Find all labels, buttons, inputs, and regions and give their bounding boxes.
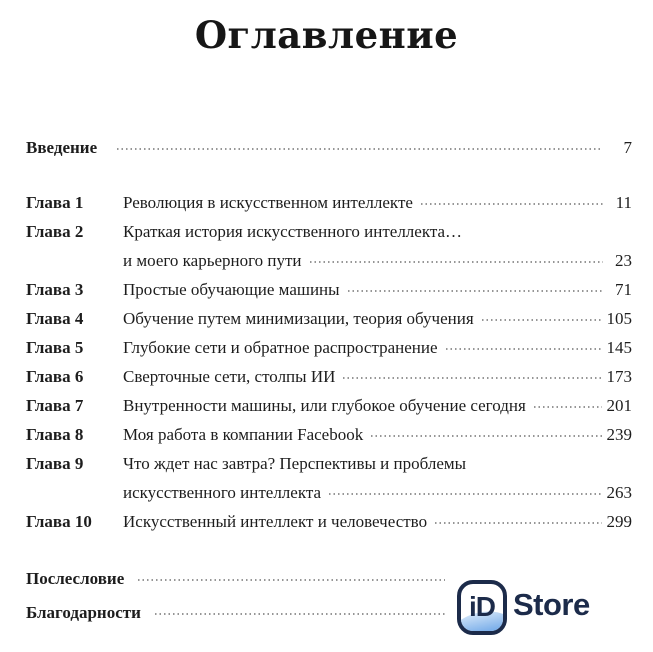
page-number: 105 — [606, 309, 632, 328]
page-number: 263 — [606, 483, 632, 502]
dot-leader — [329, 493, 601, 495]
dot-leader — [348, 290, 603, 292]
chapter-title: Моя работа в компании Facebook — [123, 425, 364, 444]
dot-leader — [421, 203, 603, 205]
dot-leader — [138, 579, 445, 581]
toc-row — [26, 596, 450, 630]
toc-row — [26, 562, 450, 596]
dot-leader — [482, 319, 602, 321]
toc — [0, 133, 653, 630]
idstore-logo-text: Store — [513, 586, 590, 622]
dot-leader — [155, 613, 445, 615]
page-number: 299 — [606, 512, 632, 531]
toc-row — [26, 275, 632, 304]
page-number: 173 — [606, 367, 632, 386]
book-toc-page — [0, 12, 653, 652]
chapter-label: Глава 5 — [26, 338, 84, 357]
page-number: 23 — [615, 251, 632, 270]
section-label: Введение — [26, 138, 98, 157]
toc-row — [26, 246, 632, 275]
chapter-label: Глава 2 — [26, 222, 84, 241]
page-number: 11 — [615, 193, 632, 212]
page-title: Оглавление — [194, 13, 459, 57]
toc-row — [26, 304, 632, 333]
idstore-watermark — [457, 580, 590, 635]
toc-row — [26, 188, 632, 217]
toc-row — [26, 217, 632, 246]
dot-leader — [435, 522, 601, 524]
toc-row — [26, 133, 632, 163]
section-label: Благодарности — [26, 603, 141, 622]
chapter-title: Краткая история искусственного интеллекта… — [123, 222, 463, 241]
chapter-title: Сверточные сети, столпы ИИ — [123, 367, 336, 386]
page-number: 7 — [623, 138, 632, 157]
chapter-label: Глава 9 — [26, 454, 84, 473]
chapter-label: Глава 4 — [26, 309, 84, 328]
chapter-label: Глава 8 — [26, 425, 84, 444]
page-number: 239 — [606, 425, 632, 444]
toc-row — [26, 362, 632, 391]
toc-row — [26, 449, 632, 478]
chapter-title: Глубокие сети и обратное распространение — [123, 338, 438, 357]
dot-leader — [534, 406, 602, 408]
chapter-title: Искусственный интеллект и человечество — [123, 512, 428, 531]
chapter-label: Глава 7 — [26, 396, 84, 415]
idstore-logo-icon — [457, 580, 507, 635]
toc-row — [26, 333, 632, 362]
dot-leader — [310, 261, 603, 263]
toc-row — [26, 478, 632, 507]
page-number: 145 — [606, 338, 632, 357]
chapter-title: Что ждет нас завтра? Перспективы и проблемы — [123, 454, 467, 473]
chapter-label: Глава 10 — [26, 512, 92, 531]
chapter-label: Глава 1 — [26, 193, 84, 212]
chapter-label: Глава 6 — [26, 367, 84, 386]
dot-leader — [446, 348, 602, 350]
dot-leader — [371, 435, 601, 437]
chapter-list — [26, 188, 632, 536]
chapter-title: и моего карьерного пути — [123, 251, 302, 270]
idstore-badge-text: iD — [469, 591, 495, 622]
page-number: 71 — [615, 280, 632, 299]
chapter-title: Простые обучающие машины — [123, 280, 340, 299]
section-label: Послесловие — [26, 569, 125, 588]
chapter-title: Революция в искусственном интеллекте — [123, 193, 413, 212]
chapter-label: Глава 3 — [26, 280, 84, 299]
toc-row — [26, 507, 632, 536]
chapter-title: Внутренности машины, или глубокое обучение сегодня — [123, 396, 526, 415]
page-number: 201 — [606, 396, 632, 415]
dot-leader — [117, 148, 603, 150]
toc-row — [26, 420, 632, 449]
front-matter-list — [26, 133, 632, 163]
toc-row — [26, 391, 632, 420]
chapter-title: Обучение путем минимизации, теория обучения — [123, 309, 474, 328]
dot-leader — [343, 377, 601, 379]
chapter-title: искусственного интеллекта — [123, 483, 322, 502]
